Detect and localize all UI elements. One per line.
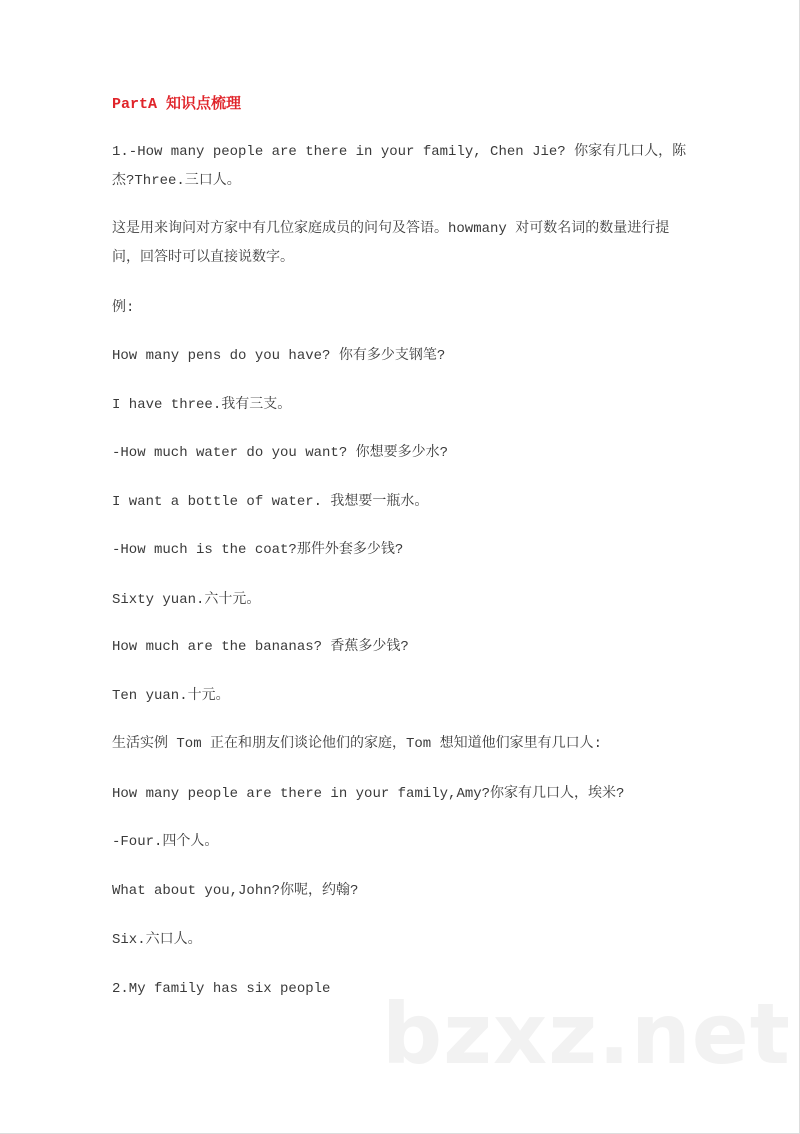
paragraph: Ten yuan.十元。 xyxy=(112,688,230,704)
section-title: PartA 知识点梳理 xyxy=(112,96,242,113)
paragraph: I have three.我有三支。 xyxy=(112,397,292,413)
paragraph: 1.-How many people are there in your family, Chen Jie? 你家有几口人，陈杰?Three.三口人。 xyxy=(112,144,687,189)
watermark: bzxz.net xyxy=(382,985,791,1083)
paragraph: What about you,John?你呢，约翰? xyxy=(112,883,359,899)
paragraph: -Four.四个人。 xyxy=(112,834,219,850)
paragraph: 2.My family has six people xyxy=(112,981,331,997)
paragraph: -How much is the coat?那件外套多少钱? xyxy=(112,542,404,558)
paragraph: 这是用来询问对方家中有几位家庭成员的问句及答语。howmany 对可数名词的数量进行提问，回答时可以直接说数字。 xyxy=(112,221,670,266)
paragraph: How much are the bananas? 香蕉多少钱? xyxy=(112,639,409,655)
paragraph: How many pens do you have? 你有多少支钢笔? xyxy=(112,348,446,364)
paragraph: I want a bottle of water. 我想要一瓶水。 xyxy=(112,494,429,510)
paragraph: -How much water do you want? 你想要多少水? xyxy=(112,445,449,461)
paragraph: Sixty yuan.六十元。 xyxy=(112,592,261,608)
paragraph: 生活实例 Tom 正在和朋友们谈论他们的家庭，Tom 想知道他们家里有几口人: xyxy=(112,736,603,752)
paragraph: Six.六口人。 xyxy=(112,932,202,948)
paragraph: How many people are there in your family,Amy?你家有几口人，埃米? xyxy=(112,786,625,802)
paragraph: 例: xyxy=(112,300,135,316)
